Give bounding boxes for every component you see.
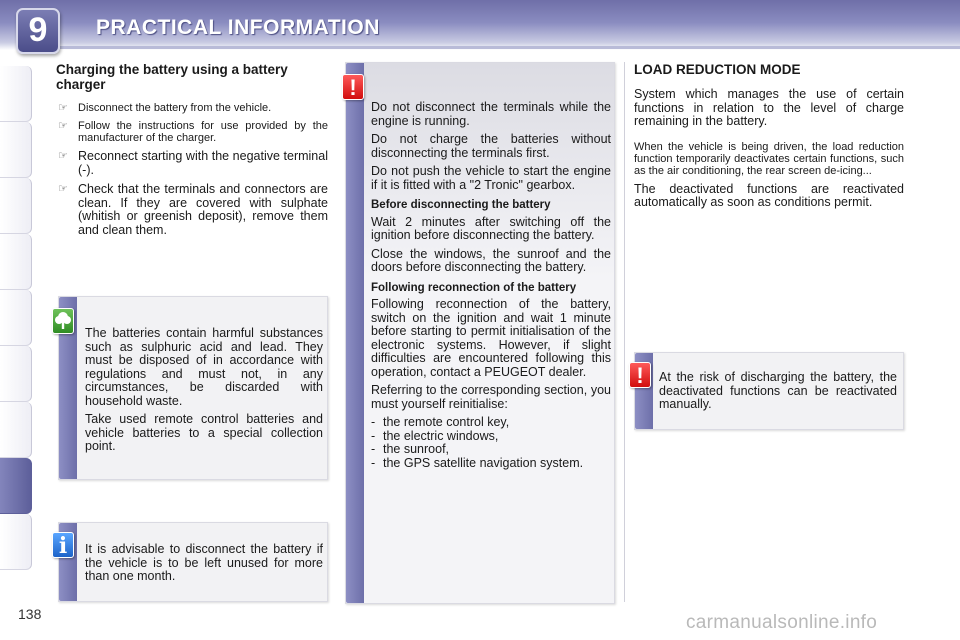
list-item: ☞ Reconnect starting with the negative terminal (-). <box>58 149 328 177</box>
subheading-following-reconnection: Following reconnection of the battery <box>371 281 577 294</box>
subheading-before-disconnecting: Before disconnecting the battery <box>371 199 551 211</box>
load-reduction-reactivation: The deactivated functions are reactivated automatically as soon as conditions permit. <box>634 181 904 209</box>
pointing-hand-icon: ☞ <box>58 150 68 162</box>
pointing-hand-icon: ☞ <box>58 102 68 114</box>
pointing-hand-icon: ☞ <box>58 120 68 132</box>
info-note-text: It is advisable to disconnect the battery if the vehicle is to be left unused for more than one month. <box>85 542 323 583</box>
left-column <box>56 62 328 243</box>
chapter-number-badge: 9 <box>16 8 60 54</box>
tree-icon <box>52 308 74 334</box>
section-heading-load-reduction: LOAD REDUCTION MODE <box>634 62 801 77</box>
info-note-box <box>58 522 328 602</box>
discharge-warning-box <box>634 352 904 430</box>
header-rule <box>60 46 960 49</box>
list-item: - the remote control key, <box>371 415 510 429</box>
warning-icon: ! <box>342 74 364 100</box>
column-divider <box>624 62 625 602</box>
pointing-hand-icon: ☞ <box>58 183 68 195</box>
list-item: - the electric windows, <box>371 428 499 443</box>
eco-note-box <box>58 296 328 480</box>
list-item: ☞ Follow the instructions for use provided by the manufacturer of the charger. <box>58 120 328 144</box>
list-item: - the sunroof, <box>371 442 450 456</box>
chapter-tab-4[interactable] <box>0 234 32 290</box>
section-heading-charging: Charging the battery using a battery charger <box>56 62 288 92</box>
list-item: ☞ Check that the terminals and connectors are clean. If they are covered with sulphate (whitish or greenish deposit), remove them and clean them. <box>58 182 328 237</box>
chapter-tab-10[interactable] <box>0 514 32 570</box>
chapter-tab-7[interactable] <box>0 402 32 458</box>
chapter-tab-1[interactable] <box>0 66 32 122</box>
list-item: ☞ Disconnect the battery from the vehicle. <box>58 102 272 114</box>
chapter-tab-9-active[interactable] <box>0 458 32 514</box>
eco-note-text: The batteries contain harmful substances such as sulphuric acid and lead. They must be disposed of in accordance with regulations and must not, in any circumstances, be discarded with household waste. Take used remote control batteries and vehicle batteries to a special collection point. <box>85 326 323 453</box>
chapter-tab-5[interactable] <box>0 290 32 346</box>
note-stripe <box>346 63 364 603</box>
warning-icon: ! <box>629 362 651 388</box>
load-reduction-intro: System which manages the use of certain functions in relation to the level of charge remaining in the battery. <box>634 87 904 128</box>
right-column <box>634 62 904 210</box>
chapter-tab-6[interactable] <box>0 346 32 402</box>
discharge-warning-text: At the risk of discharging the battery, the deactivated functions can be reactivated manually. <box>659 370 897 411</box>
watermark: carmanualsonline.info <box>686 612 878 633</box>
battery-warning-text: Do not disconnect the terminals while the engine is running. Do not charge the batteries without disconnecting the terminals first. Do not push the vehicle to start the engine if it is fitted with a "2 Tronic" gearbox. Before disconnecting the battery Wait 2 minutes after switching off the ignition before disconnecting the battery. Close the windows, the sunroof and the doors before disconnecting the battery. Following reconnection of the battery Following reconnection of the battery, switch on the ignition and wait 1 minute before starting to permit initialisation of the electronic systems. However, if slight difficulties are encountered following this operation, contact a PEUGEOT dealer. Referring to the corresponding section, you must yourself reinitialise: - the remote control key, - the electric windows, - the sunroof, - the GPS satellite navigation system. <box>371 100 611 470</box>
chapter-tab-3[interactable] <box>0 178 32 234</box>
load-reduction-detail: When the vehicle is being driven, the load reduction function temporarily deactivates certain functions, such as the air conditioning, the rear screen de-icing... <box>634 140 904 177</box>
reinitialise-list <box>371 416 611 470</box>
page-number: 138 <box>18 606 42 622</box>
battery-warning-box <box>345 62 615 604</box>
info-icon: i <box>52 532 74 558</box>
chapter-tab-2[interactable] <box>0 122 32 178</box>
list-item: - the GPS satellite navigation system. <box>371 455 584 470</box>
page-title: PRACTICAL INFORMATION <box>96 16 380 39</box>
charging-steps-list <box>56 102 328 237</box>
